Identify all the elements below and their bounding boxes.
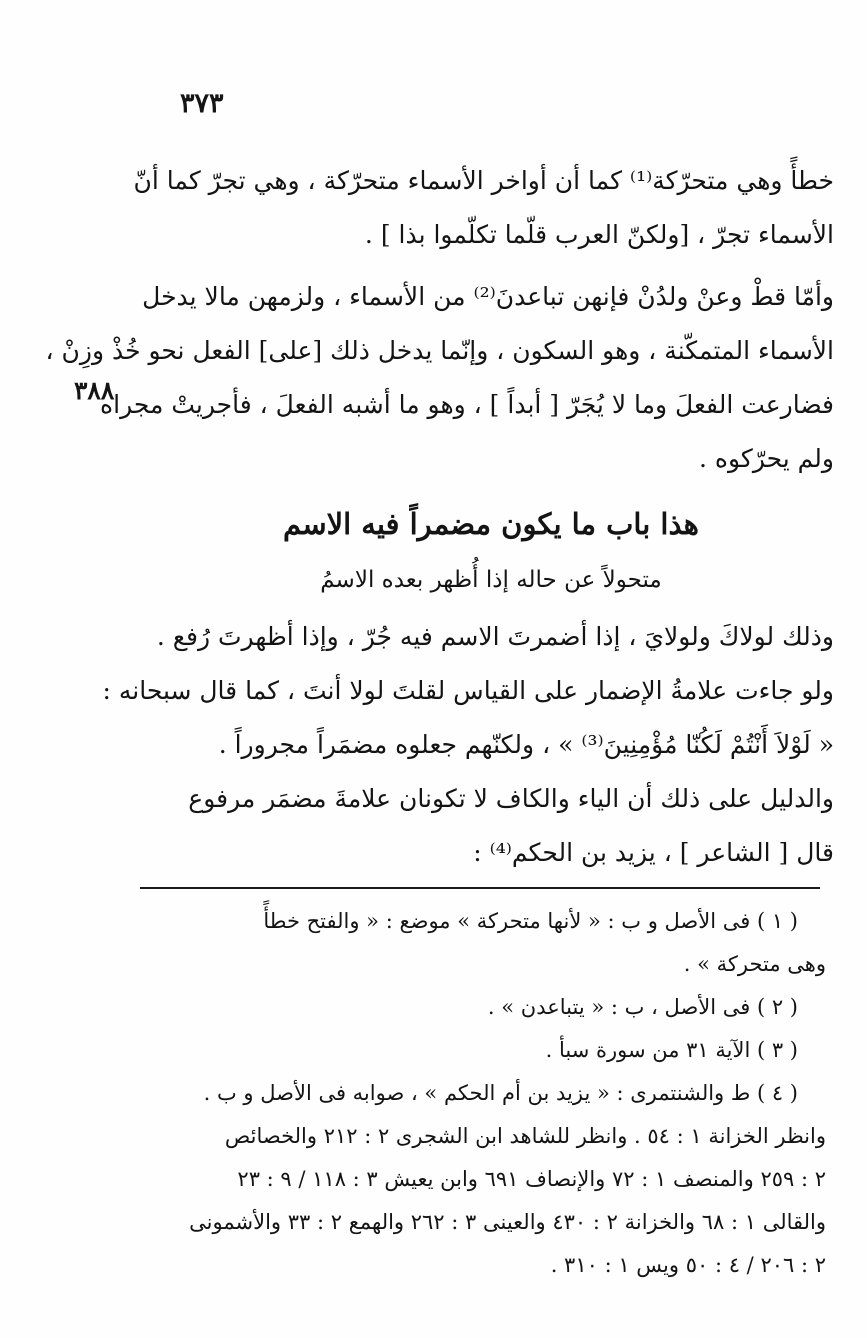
- text-line: فضارعت الفعلَ وما لا يُجَرّ [ أبداً ] ، وهو ما أشبه الفعلَ ، فأجريتْ مجراه: [100, 390, 834, 419]
- text-line: وأمّا قطْ وعنْ ولدُنْ فإنهن تباعدنَ⁽²⁾ من الأسماء ، ولزمهن مالا يدخل: [142, 282, 834, 311]
- footnotes: [140, 900, 826, 1287]
- text-line: خطأً وهي متحرّكة⁽¹⁾ كما أن أواخر الأسماء متحرّكة ، وهي تجرّ كما أنّ: [133, 166, 834, 195]
- footnote-line: وهى متحركة » .: [683, 952, 826, 976]
- footnote-divider: [140, 887, 820, 889]
- text-line: قال [ الشاعر ] ، يزيد بن الحكم⁽⁴⁾ :: [473, 838, 834, 867]
- footnote-line: ( ٣ ) الآية ٣١ من سورة سبأ .: [545, 1038, 798, 1062]
- text-line: ولم يحرّكوه .: [699, 444, 834, 473]
- chapter-heading: هذا باب ما يكون مضمراً فيه الاسم: [283, 507, 699, 541]
- text-line: وذلك لولاكَ ولولايَ ، إذا أضمرتَ الاسم فيه جُرّ ، وإذا أظهرتَ رُفع .: [156, 622, 834, 651]
- footnote-line: وانظر الخزانة ١ : ٥٤ . وانظر للشاهد ابن الشجرى ٢ : ٢١٢ والخصائص: [224, 1124, 826, 1148]
- margin-reference-number: ٣٨٨: [74, 376, 115, 405]
- footnote-line: ٢ : ٢٥٩ والمنصف ١ : ٧٢ والإنصاف ٦٩١ وابن يعيش ٣ : ١١٨ / ٩ : ٢٣: [237, 1167, 826, 1191]
- footnote-line: ٢ : ٢٠٦ / ٤ : ٥٠ ويس ١ : ٣١٠ .: [550, 1253, 826, 1277]
- text-line: الأسماء تجرّ ، [ولكنّ العرب قلّما تكلّموا بذا ] .: [364, 220, 834, 249]
- text-line: والدليل على ذلك أن الياء والكاف لا تكونان علامةَ مضمَر مرفوع: [188, 784, 834, 813]
- footnote-line: والقالى ١ : ٦٨ والخزانة ٢ : ٤٣٠ والعينى ٣ : ٢٦٢ والهمع ٢ : ٣٣ والأشمونى: [189, 1210, 826, 1234]
- text-line: الأسماء المتمكّنة ، وهو السكون ، وإنّما يدخل ذلك [على] الفعل نحو خُذْ وزِنْ ،: [45, 336, 834, 365]
- footnote-line: ( ١ ) فى الأصل و ب : « لأنها متحركة » موضع : « والفتح خطأً: [263, 909, 798, 933]
- chapter-subheading: متحولاً عن حاله إذا أُظهر بعده الاسمُ: [320, 567, 662, 593]
- paragraph-1: [133, 154, 834, 262]
- text-line: « لَوْلاَ أَنْتُمْ لَكُنّا مُؤْمِنِينَ⁽³⁾ » ، ولكنّهم جعلوه مضمَراً مجروراً .: [218, 730, 834, 759]
- footnote-line: ( ٤ ) ط والشنتمرى : « يزيد بن أم الحكم » ، صوابه فى الأصل و ب .: [203, 1081, 798, 1105]
- page-number: ٣٧٣: [180, 88, 224, 119]
- footnote-line: ( ٢ ) فى الأصل ، ب : « يتباعدن » .: [487, 995, 798, 1019]
- paragraph-3: [102, 610, 834, 880]
- text-line: ولو جاءت علامةُ الإضمار على القياس لقلتَ لولا أنتَ ، كما قال سبحانه :: [102, 676, 834, 705]
